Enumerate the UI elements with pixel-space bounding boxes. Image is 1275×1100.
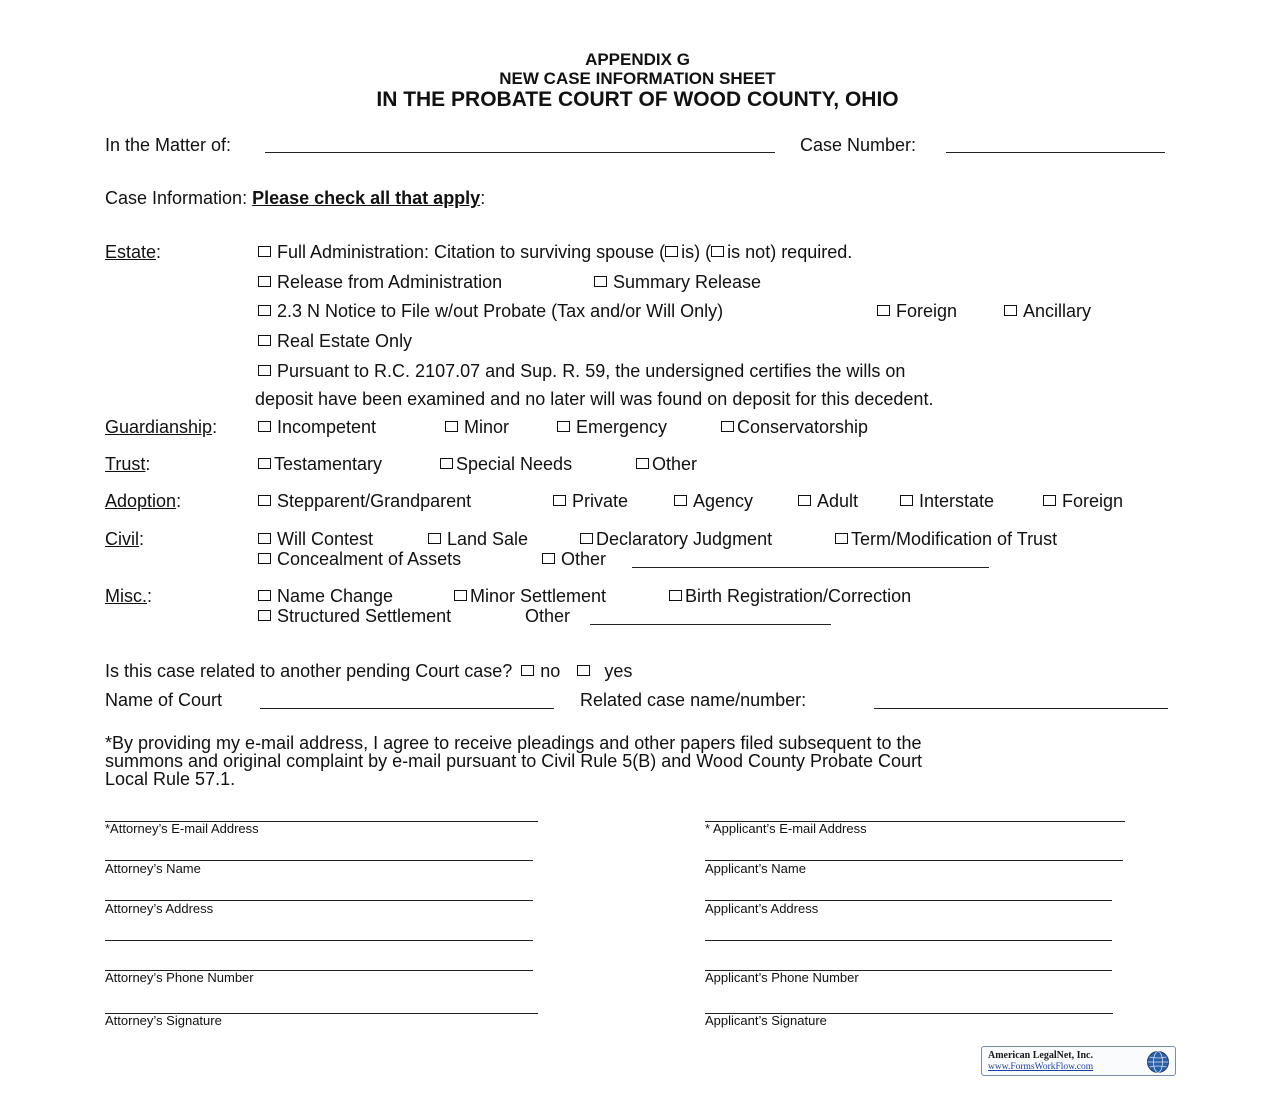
checkbox-concealment[interactable] <box>258 553 271 564</box>
minor-text: Minor <box>464 417 510 437</box>
globe-icon <box>1146 1050 1170 1074</box>
related-no-text: no <box>540 661 561 681</box>
american-legalnet-logo[interactable] <box>981 1046 1176 1076</box>
civil-other-field[interactable] <box>632 567 989 568</box>
appendix-title: APPENDIX G <box>585 50 690 69</box>
term-modification-text: Term/Modification of Trust <box>851 529 1058 549</box>
spouse-is-not-text: is not) required. <box>727 242 853 262</box>
civil-declaratory <box>580 529 772 550</box>
real-estate-text: Real Estate Only <box>277 331 413 351</box>
adoption-interstate <box>900 491 994 512</box>
matter-label: In the Matter of: <box>105 135 232 155</box>
checkbox-full-administration[interactable] <box>258 246 271 257</box>
checkbox-summary-release[interactable] <box>594 276 607 287</box>
trust-testamentary <box>258 454 382 475</box>
estate-real-estate-row <box>258 331 412 352</box>
emergency-text: Emergency <box>576 417 668 437</box>
land-sale-text: Land Sale <box>447 529 529 549</box>
civil-label: Civil: <box>105 529 145 549</box>
checkbox-adoption-foreign[interactable] <box>1043 495 1056 506</box>
checkbox-interstate[interactable] <box>900 495 913 506</box>
notice-text: 2.3 N Notice to File w/out Probate (Tax and/or Will Only) <box>277 301 724 321</box>
related-yes-text: yes <box>604 661 633 681</box>
estate-full-admin-row <box>258 242 852 263</box>
case-number-field[interactable] <box>946 152 1165 153</box>
trust-special-needs <box>440 454 572 475</box>
checkbox-conservatorship[interactable] <box>721 421 734 432</box>
minor-settlement-text: Minor Settlement <box>470 586 607 606</box>
checkbox-structured-settlement[interactable] <box>258 610 271 621</box>
estate-foreign-text: Foreign <box>896 301 958 321</box>
matter-field[interactable] <box>265 152 775 153</box>
applicant-address-label: Applicant’s Address <box>705 901 819 916</box>
checkbox-release-administration[interactable] <box>258 276 271 287</box>
email-notice-line2: summons and original complaint by e-mail pursuant to Civil Rule 5(B) and Wood County Probate Court <box>105 751 923 771</box>
civil-other-text: Other <box>561 549 607 569</box>
applicant-phone-label: Applicant’s Phone Number <box>705 970 859 985</box>
checkbox-ancillary[interactable] <box>1004 305 1017 316</box>
stepparent-text: Stepparent/Grandparent <box>277 491 472 511</box>
declaratory-text: Declaratory Judgment <box>596 529 773 549</box>
attorney-address-label: Attorney’s Address <box>105 901 214 916</box>
adoption-private <box>553 491 628 512</box>
misc-other-label: Other <box>525 606 571 626</box>
misc-name-change <box>258 586 393 607</box>
checkbox-special-needs[interactable] <box>440 458 453 469</box>
estate-pursuant-row <box>258 361 905 382</box>
release-text: Release from Administration <box>277 272 503 292</box>
ancillary-text: Ancillary <box>1023 301 1092 321</box>
guardianship-emergency <box>557 417 667 438</box>
structured-settlement-text: Structured Settlement <box>277 606 452 626</box>
case-number-label: Case Number: <box>800 135 917 155</box>
attorney-address-line2[interactable] <box>105 940 533 941</box>
trust-label: Trust: <box>105 454 151 474</box>
summary-text: Summary Release <box>613 272 762 292</box>
concealment-text: Concealment of Assets <box>277 549 462 569</box>
name-change-text: Name Change <box>277 586 394 606</box>
civil-land-sale <box>428 529 528 550</box>
checkbox-will-contest[interactable] <box>258 533 271 544</box>
checkbox-adult[interactable] <box>798 495 811 506</box>
checkbox-land-sale[interactable] <box>428 533 441 544</box>
civil-will-contest <box>258 529 373 550</box>
estate-ancillary-row <box>1004 301 1091 322</box>
checkbox-pursuant[interactable] <box>258 365 271 376</box>
will-contest-text: Will Contest <box>277 529 374 549</box>
trust-label-text: Trust <box>105 454 146 474</box>
related-question-row <box>105 661 632 682</box>
applicant-name-label: Applicant’s Name <box>705 861 806 876</box>
guardianship-incompetent <box>258 417 376 438</box>
estate-notice-row <box>258 301 723 322</box>
civil-concealment <box>258 549 461 570</box>
applicant-signature-label: Applicant’s Signature <box>705 1013 827 1028</box>
email-notice-line1: *By providing my e-mail address, I agree to receive pleadings and other papers filed subsequent to the <box>105 733 922 753</box>
misc-structured-settlement <box>258 606 451 627</box>
conservatorship-text: Conservatorship <box>737 417 869 437</box>
email-notice-line3: Local Rule 57.1. <box>105 769 236 789</box>
attorney-signature-label: Attorney’s Signature <box>105 1013 222 1028</box>
incompetent-text: Incompetent <box>277 417 377 437</box>
estate-foreign-row <box>877 301 957 322</box>
checkbox-emergency[interactable] <box>557 421 570 432</box>
civil-label-text: Civil <box>105 529 139 549</box>
checkbox-private[interactable] <box>553 495 566 506</box>
checkbox-minor[interactable] <box>445 421 458 432</box>
misc-minor-settlement <box>454 586 606 607</box>
pursuant-continued: deposit have been examined and no later will was found on deposit for this decedent. <box>255 389 934 409</box>
logo-url[interactable]: www.FormsWorkFlow.com <box>988 1062 1094 1072</box>
email-notice <box>105 734 922 788</box>
trust-other-text: Other <box>652 454 698 474</box>
checkbox-stepparent[interactable] <box>258 495 271 506</box>
case-info-heading <box>105 188 485 209</box>
adoption-adult <box>798 491 858 512</box>
checkbox-related-no[interactable] <box>521 665 534 676</box>
estate-label-text: Estate <box>105 242 157 262</box>
sheet-title: NEW CASE INFORMATION SHEET <box>499 69 776 88</box>
misc-label-text: Misc. <box>105 586 147 606</box>
court-title: IN THE PROBATE COURT OF WOOD COUNTY, OHIO <box>376 88 899 111</box>
case-info-suffix: : <box>480 188 486 208</box>
guardianship-label: Guardianship: <box>105 417 218 437</box>
checkbox-agency[interactable] <box>674 495 687 506</box>
checkbox-estate-foreign[interactable] <box>877 305 890 316</box>
court-name-label: Name of Court <box>105 690 223 710</box>
estate-summary-row <box>594 272 761 293</box>
guardianship-minor <box>445 417 509 438</box>
full-admin-text: Full Administration: Citation to surviving spouse ( <box>277 242 666 262</box>
related-case-field[interactable] <box>874 708 1168 709</box>
attorney-phone-label: Attorney’s Phone Number <box>105 970 254 985</box>
misc-label: Misc.: <box>105 586 153 606</box>
civil-other <box>542 549 606 570</box>
interstate-text: Interstate <box>919 491 995 511</box>
agency-text: Agency <box>693 491 754 511</box>
adoption-agency <box>674 491 753 512</box>
attorney-name-label: Attorney’s Name <box>105 861 201 876</box>
checkbox-declaratory-judgment[interactable] <box>580 533 593 544</box>
checkbox-related-yes[interactable] <box>577 665 590 676</box>
checkbox-spouse-is-not[interactable] <box>711 246 724 257</box>
private-text: Private <box>572 491 629 511</box>
adoption-foreign-text: Foreign <box>1062 491 1124 511</box>
spouse-is-text: is) ( <box>681 242 712 262</box>
applicant-address-line2[interactable] <box>705 940 1112 941</box>
checkbox-term-modification[interactable] <box>835 533 848 544</box>
adult-text: Adult <box>817 491 859 511</box>
misc-birth-registration <box>669 586 911 607</box>
case-info-label: Case Information: <box>105 188 253 208</box>
checkbox-trust-other[interactable] <box>636 458 649 469</box>
pursuant-text: Pursuant to R.C. 2107.07 and Sup. R. 59, the undersigned certifies the wills on <box>277 361 906 381</box>
case-info-emphasis: Please check all that apply <box>252 188 481 208</box>
adoption-stepparent <box>258 491 471 512</box>
checkbox-notice-file[interactable] <box>258 305 271 316</box>
checkbox-incompetent[interactable] <box>258 421 271 432</box>
logo-company: American LegalNet, Inc. <box>988 1050 1093 1061</box>
applicant-email-label: * Applicant’s E-mail Address <box>705 821 867 836</box>
special-needs-text: Special Needs <box>456 454 573 474</box>
checkbox-birth-registration[interactable] <box>669 590 682 601</box>
guardianship-label-text: Guardianship <box>105 417 213 437</box>
adoption-foreign <box>1043 491 1123 512</box>
testamentary-text: Testamentary <box>274 454 383 474</box>
checkbox-spouse-is[interactable] <box>665 246 678 257</box>
checkbox-testamentary[interactable] <box>258 458 271 469</box>
related-question: Is this case related to another pending Court case? <box>105 661 513 681</box>
estate-label: Estate: <box>105 242 162 262</box>
checkbox-name-change[interactable] <box>258 590 271 601</box>
checkbox-civil-other[interactable] <box>542 553 555 564</box>
estate-release-row <box>258 272 502 293</box>
birth-registration-text: Birth Registration/Correction <box>685 586 912 606</box>
misc-other-field[interactable] <box>590 624 831 625</box>
checkbox-real-estate[interactable] <box>258 335 271 346</box>
adoption-label-text: Adoption <box>105 491 177 511</box>
court-name-field[interactable] <box>260 708 554 709</box>
checkbox-minor-settlement[interactable] <box>454 590 467 601</box>
adoption-label: Adoption: <box>105 491 182 511</box>
guardianship-conservatorship <box>721 417 868 438</box>
trust-other <box>636 454 697 475</box>
civil-term-modification <box>835 529 1057 550</box>
related-case-label: Related case name/number: <box>580 690 807 710</box>
attorney-email-label: *Attorney’s E-mail Address <box>105 821 259 836</box>
